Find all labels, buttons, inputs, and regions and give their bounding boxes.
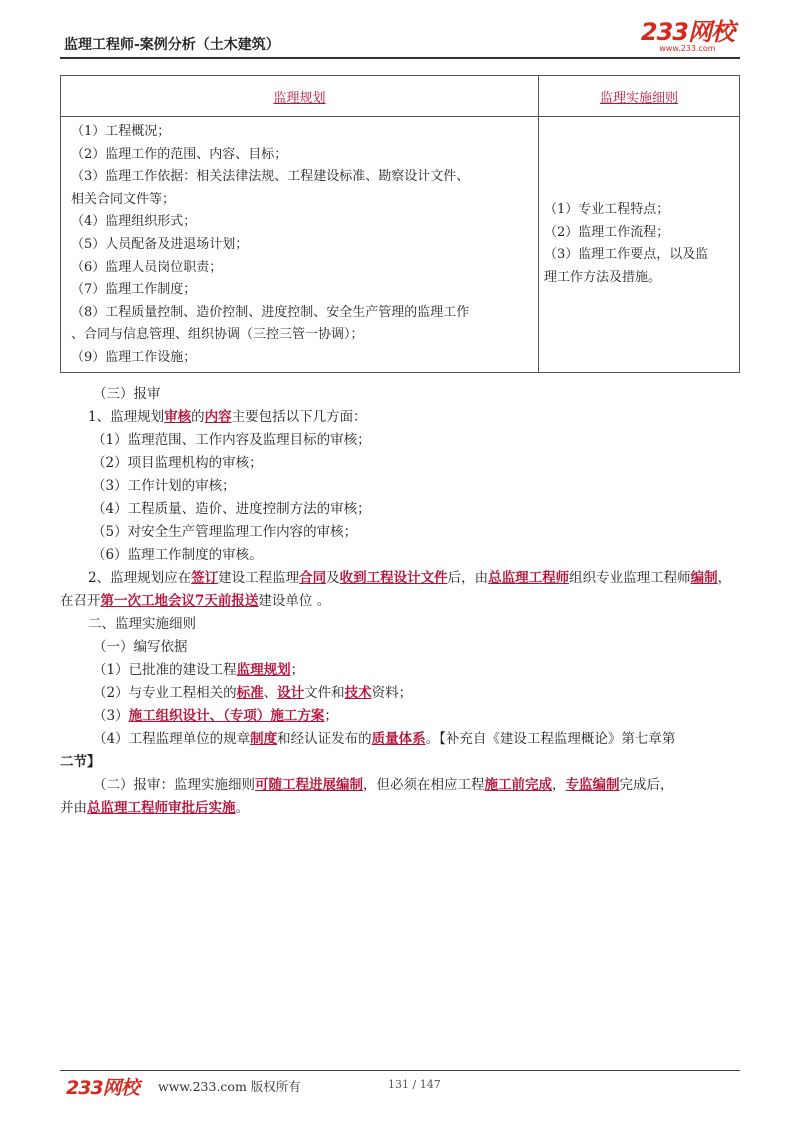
paragraph-review-contents: 1、监理规划审核的内容主要包括以下几方面： bbox=[88, 409, 367, 425]
detail-contents-cell bbox=[539, 117, 740, 373]
footer-logo: 233网校 bbox=[66, 1077, 139, 1099]
list-item: （8）工程质量控制、造价控制、进度控制、安全生产管理的监理工作 bbox=[71, 304, 470, 320]
list-item: （3）监理工作依据：相关法律法规、工程建设标准、勘察设计文件、 bbox=[71, 169, 470, 185]
list-item: 理工作方法及措施。 bbox=[544, 269, 662, 285]
highlight-term: 收到工程设计文件 bbox=[339, 570, 448, 586]
paragraph-detail-submission: （二）报审：监理实施细则可随工程进展编制，但必须在相应工程施工前完成，专监编制完成后， 并由总监理工程师审批后实施。 bbox=[60, 777, 674, 816]
list-item: （3）施工组织设计、（专项）施工方案； bbox=[93, 708, 338, 724]
list-item: （4）监理组织形式； bbox=[71, 214, 197, 230]
list-item: （2）监理工作流程； bbox=[544, 224, 670, 240]
header-divider bbox=[60, 57, 740, 59]
list-item: （6）监理工作制度的审核。 bbox=[92, 547, 263, 563]
paragraph-plan-submission: 2、监理规划应在签订建设工程监理合同及收到工程设计文件后，由总监理工程师组织专业监理工程师编制，在召开第一次工地会议7天前报送建设单位 。 bbox=[60, 570, 732, 609]
section-heading-detail: 二、监理实施细则 bbox=[88, 616, 196, 632]
highlight-term: 施工前完成 bbox=[484, 777, 552, 793]
list-item: （6）监理人员岗位职责； bbox=[71, 259, 223, 275]
brand-logo bbox=[641, 20, 734, 53]
highlight-term: 技术 bbox=[344, 685, 372, 701]
highlight-term: 签订 bbox=[191, 570, 219, 586]
highlight-term: 质量体系 bbox=[371, 731, 426, 747]
list-item: （9）监理工作设施； bbox=[71, 349, 197, 365]
list-item: （2）与专业工程相关的标准、设计文件和技术资料； bbox=[93, 685, 413, 701]
list-item: （1）工程概况； bbox=[71, 124, 171, 139]
document-body bbox=[60, 383, 740, 820]
highlight-term: 内容 bbox=[204, 409, 232, 425]
list-item: 、合同与信息管理、组织协调（三控三管一协调）； bbox=[71, 327, 364, 343]
highlight-term: 标准 bbox=[236, 685, 264, 701]
table-header-row bbox=[61, 76, 740, 117]
list-item: （1）已批准的建设工程监理规划； bbox=[93, 662, 305, 678]
list-item: （3）监理工作要点，以及监 bbox=[544, 247, 709, 263]
highlight-term: 专监编制 bbox=[565, 777, 620, 793]
list-item: 相关合同文件等； bbox=[71, 191, 176, 207]
highlight-term: 制度 bbox=[250, 731, 278, 747]
highlight-term: 设计 bbox=[277, 685, 305, 701]
highlight-term: 总监理工程师审批后实施 bbox=[87, 800, 236, 816]
list-item: （1）专业工程特点； bbox=[544, 202, 670, 218]
list-item: （7）监理工作制度； bbox=[71, 282, 197, 298]
brand-logo-text: 233网校 bbox=[640, 18, 734, 46]
table-header-detail: 监理实施细则 bbox=[539, 76, 740, 117]
list-item: （4）工程监理单位的规章制度和经认证发布的质量体系。【补充自《建设工程监理概论》第七章第 二节】 bbox=[60, 731, 676, 770]
footer-divider bbox=[60, 1070, 740, 1071]
list-item: （2）项目监理机构的审核； bbox=[92, 455, 263, 471]
highlight-term: 监理规划 bbox=[236, 662, 291, 678]
page-header-title: 监理工程师-案例分析（土木建筑） bbox=[64, 37, 280, 53]
comparison-table bbox=[60, 75, 740, 373]
list-item: （1）监理范围、工作内容及监理目标的审核； bbox=[92, 432, 371, 448]
footer-copyright: www.233.com 版权所有 bbox=[158, 1079, 301, 1094]
brand-logo-url: www.233.com bbox=[659, 44, 716, 53]
list-item: （5）人员配备及进退场计划； bbox=[71, 236, 249, 252]
list-item: （3）工作计划的审核； bbox=[92, 478, 236, 494]
list-item: （2）监理工作的范围、内容、目标； bbox=[71, 146, 288, 162]
table-row bbox=[61, 117, 740, 373]
highlight-term: 第一次工地会议7天前报送 bbox=[100, 593, 259, 609]
table-header-plan: 监理规划 bbox=[61, 76, 539, 117]
subsection-heading-basis: （一）编写依据 bbox=[93, 639, 188, 655]
highlight-term: 总监理工程师 bbox=[488, 570, 570, 586]
list-item: （4）工程质量、造价、进度控制方法的审核； bbox=[92, 501, 371, 517]
page-number: 131 / 147 bbox=[388, 1078, 441, 1091]
highlight-term: 审核 bbox=[164, 409, 192, 425]
highlight-term: 合同 bbox=[299, 570, 327, 586]
section-heading-review: （三）报审 bbox=[93, 386, 161, 402]
highlight-term: 编制 bbox=[690, 570, 718, 586]
plan-contents-cell bbox=[61, 117, 539, 373]
highlight-term: 施工组织设计、（专项）施工方案 bbox=[128, 708, 325, 724]
list-item: （5）对安全生产管理监理工作内容的审核； bbox=[92, 524, 358, 540]
highlight-term: 可随工程进展编制 bbox=[255, 777, 363, 793]
